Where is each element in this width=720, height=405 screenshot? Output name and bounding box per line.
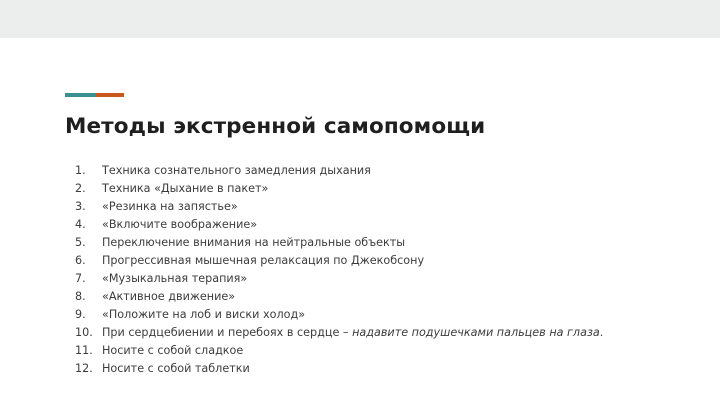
list-item — [75, 360, 603, 378]
list-item — [75, 252, 603, 270]
list-item-number: 7. — [75, 272, 86, 285]
list-item-number: 2. — [75, 182, 86, 195]
list-item — [75, 324, 603, 342]
list-item-number: 9. — [75, 308, 86, 321]
list-item-number: 10. — [75, 326, 93, 339]
list-item-number: 4. — [75, 218, 86, 231]
list-item-text: «Музыкальная терапия» — [102, 272, 248, 285]
list-item — [75, 198, 603, 216]
list-item-text: Переключение внимания на нейтральные объекты — [102, 236, 406, 249]
list-item-text — [102, 324, 603, 342]
slide-title: Методы экстренной самопомощи — [65, 114, 486, 139]
list-item-text: «Активное движение» — [102, 290, 236, 303]
list-item-lead: При сердцебиении и перебоях в сердце – — [102, 326, 353, 339]
list-item-number: 11. — [75, 344, 93, 357]
list-item-text: «Включите воображение» — [102, 218, 258, 231]
accent-bar-teal — [65, 93, 96, 97]
list-item-text: «Положите на лоб и виски холод» — [102, 308, 306, 321]
list-item-suffix: . — [599, 326, 604, 339]
list-item-text: Техника сознательного замедления дыхания — [102, 164, 371, 177]
list-item-text: Техника «Дыхание в пакет» — [102, 182, 269, 195]
list-item-number: 8. — [75, 290, 86, 303]
list-item-text: Прогрессивная мышечная релаксация по Джекобсону — [102, 254, 425, 267]
list-item-text: Носите с собой сладкое — [102, 344, 244, 357]
list-item — [75, 216, 603, 234]
list-item — [75, 342, 603, 360]
list-item — [75, 306, 603, 324]
list-item-text: «Резинка на запястье» — [102, 200, 238, 213]
methods-list — [75, 162, 603, 378]
accent-bar-orange — [96, 93, 124, 97]
accent-bar — [65, 93, 124, 97]
list-item-number: 3. — [75, 200, 86, 213]
list-item — [75, 288, 603, 306]
list-item-number: 6. — [75, 254, 86, 267]
top-band — [0, 0, 720, 38]
list-item — [75, 270, 603, 288]
list-item — [75, 162, 603, 180]
list-item — [75, 180, 603, 198]
list-item-text: Носите с собой таблетки — [102, 362, 250, 375]
list-item — [75, 234, 603, 252]
list-item-number: 12. — [75, 362, 93, 375]
list-item-emphasis: надавите подушечками пальцев на глаза — [352, 326, 600, 339]
list-item-number: 1. — [75, 164, 86, 177]
list-item-number: 5. — [75, 236, 86, 249]
